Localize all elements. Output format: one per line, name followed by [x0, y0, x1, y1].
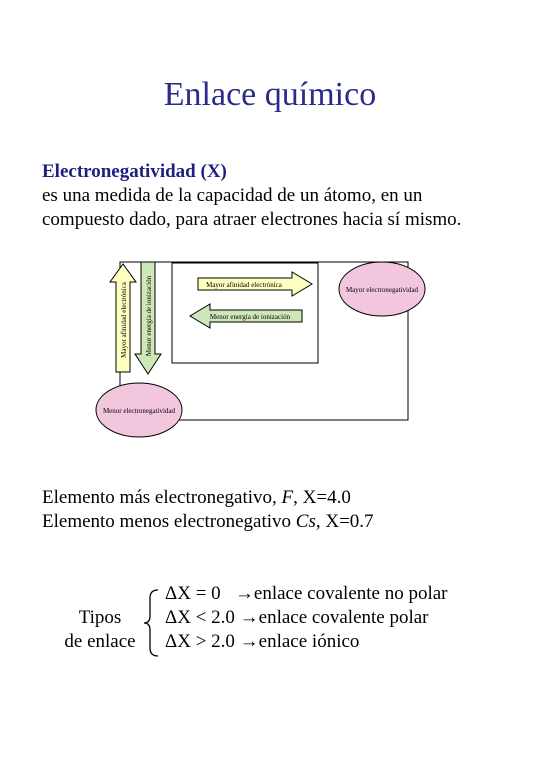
- rule-item: ΔX = 0 →enlace covalente no polar: [165, 583, 448, 604]
- symbol-f: F: [281, 487, 294, 508]
- ellipse-bottom-label: Menor electronegatividad: [102, 407, 176, 415]
- arrow-up-label: Mayor afinidad electrónica: [120, 282, 128, 358]
- definition-line-2: compuesto dado, para atraer electrones hacia sí mismo.: [42, 209, 462, 230]
- arrow-right-label: Mayor afinidad electrónica: [206, 281, 282, 289]
- symbol-cs: Cs: [295, 511, 316, 532]
- arrow-icon: →: [239, 631, 259, 652]
- fact-least: Elemento menos electronegativo Cs, X=0.7: [42, 511, 374, 532]
- ellipse-top-label: Mayor electronegatividad: [345, 286, 419, 294]
- page-title: Enlace químico: [163, 76, 377, 113]
- arrow-down-label: Menor energía de ionización: [145, 275, 153, 357]
- rule-item: ΔX < 2.0 →enlace covalente polar: [165, 607, 429, 628]
- fact-most: Elemento más electronegativo, F, X=4.0: [42, 487, 351, 508]
- definition-heading: Electronegatividad (X): [42, 161, 227, 182]
- arrow-icon: →: [234, 583, 254, 604]
- electronegativity-facts: [42, 486, 374, 534]
- rule-item: ΔX > 2.0 →enlace iónico: [165, 631, 360, 652]
- definition-line-1: es una medida de la capacidad de un átomo, en un: [42, 185, 423, 206]
- bond-types-label: Tipos de enlace: [64, 607, 136, 652]
- arrow-icon: →: [239, 607, 259, 628]
- arrow-left-label: Menor energía de ionización: [209, 313, 291, 321]
- bond-type-rules: [165, 582, 448, 654]
- left-brace-icon: [140, 588, 162, 658]
